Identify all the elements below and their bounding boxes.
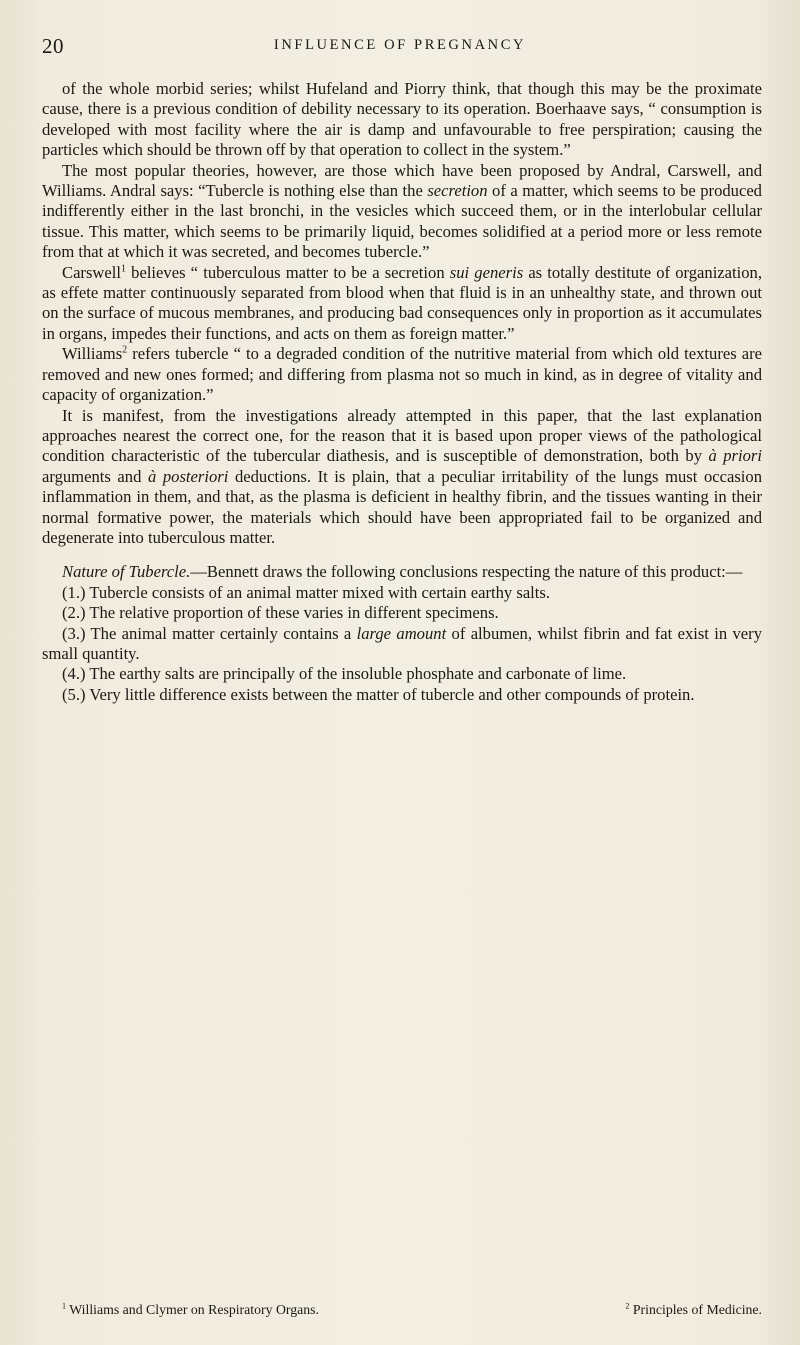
running-title: INFLUENCE OF PREGNANCY [273, 37, 527, 53]
footnotes [62, 1302, 762, 1318]
paragraph-1: of the whole morbid series; whilst Hufeland and Piorry think, that though this may be the proximate cause, there is a previous condition of debility necessary to its operation. Boerhaave says, “ consumption is developed with most facility where the air is damp and unfavourable to free perspiration; causing the particles which should be thrown off by that operation to collect in the system.” [42, 79, 762, 160]
footnote-ref-1: 1 [121, 263, 126, 275]
paragraph-4: Williams$^2$ refers tubercle “ to a degraded condition of the nutritive material from which old textures are removed and new ones formed; and differing from plasma not so much in kind, as in degree of vitality and capacity of organization.” [42, 344, 762, 405]
footnote-ref-2: 2 [122, 344, 128, 356]
paragraph-2: The most popular theories, however, are those which have been proposed by Andral, Carswell, and Williams. Andral says: “Tubercle is nothing else than the secretion of a matter, which seems to be produced indifferently either in the last bronchi, in the vesicles which succeed them, or in the interlobular cellular tissue. This matter, which seems to be primarily liquid, becomes solidified at a period more or less remote from that at which it was secreted, and becomes tubercle.” [42, 160, 762, 262]
page-number: 20 [42, 34, 64, 58]
list-item: (3.) The animal matter certainly contains a large amount of albumen, whilst fibrin and fat exist in very small quantity. [42, 623, 762, 663]
list-item: (5.) Very little difference exists between the matter of tubercle and other compounds of protein. [62, 684, 695, 704]
page-header [42, 34, 758, 64]
page-body [42, 79, 762, 705]
paragraph-6: Nature of Tubercle.—Bennett draws the following conclusions respecting the nature of this product:— [62, 562, 743, 582]
footnote-2: $^2$ Principles of Medicine. [625, 1301, 762, 1317]
paragraph-5: It is manifest, from the investigations already attempted in this paper, that the last explanation approaches nearest the correct one, for the reason that it is based upon proper views of the pathological condition characteristic of the tubercular diathesis, and is susceptible of demonstration, both by à priori arguments and à posteriori deductions. It is plain, that a peculiar irritability of the lungs must occasion inflammation in them, and that, as the plasma is deficient in healthy fibrin, and the tissues wanting in their normal formative power, the materials which should have been appropriated fail to be organized and degenerate into tuberculous matter. [42, 405, 763, 547]
list-item: (2.) The relative proportion of these varies in different specimens. [62, 603, 499, 623]
list-item: (1.) Tubercle consists of an animal matter mixed with certain earthy salts. [62, 582, 551, 602]
footnote-1: $^1$ Williams and Clymer on Respiratory Organs. [62, 1301, 319, 1317]
paragraph-3: Carswell$^1$ believes “ tuberculous matter to be a secretion sui generis as totally destitute of organization, as effete matter continuously separated from blood when that fluid is in an unhealthy state, and thrown out on the surface of mucous membranes, and producing bad consequences only in proportion as it accumulates in organs, impedes their functions, and acts on them as foreign matter.” [42, 262, 762, 343]
section-heading: Nature of Tubercle. [62, 562, 191, 582]
list-item: (4.) The earthy salts are principally of the insoluble phosphate and carbonate of lime. [62, 664, 627, 684]
